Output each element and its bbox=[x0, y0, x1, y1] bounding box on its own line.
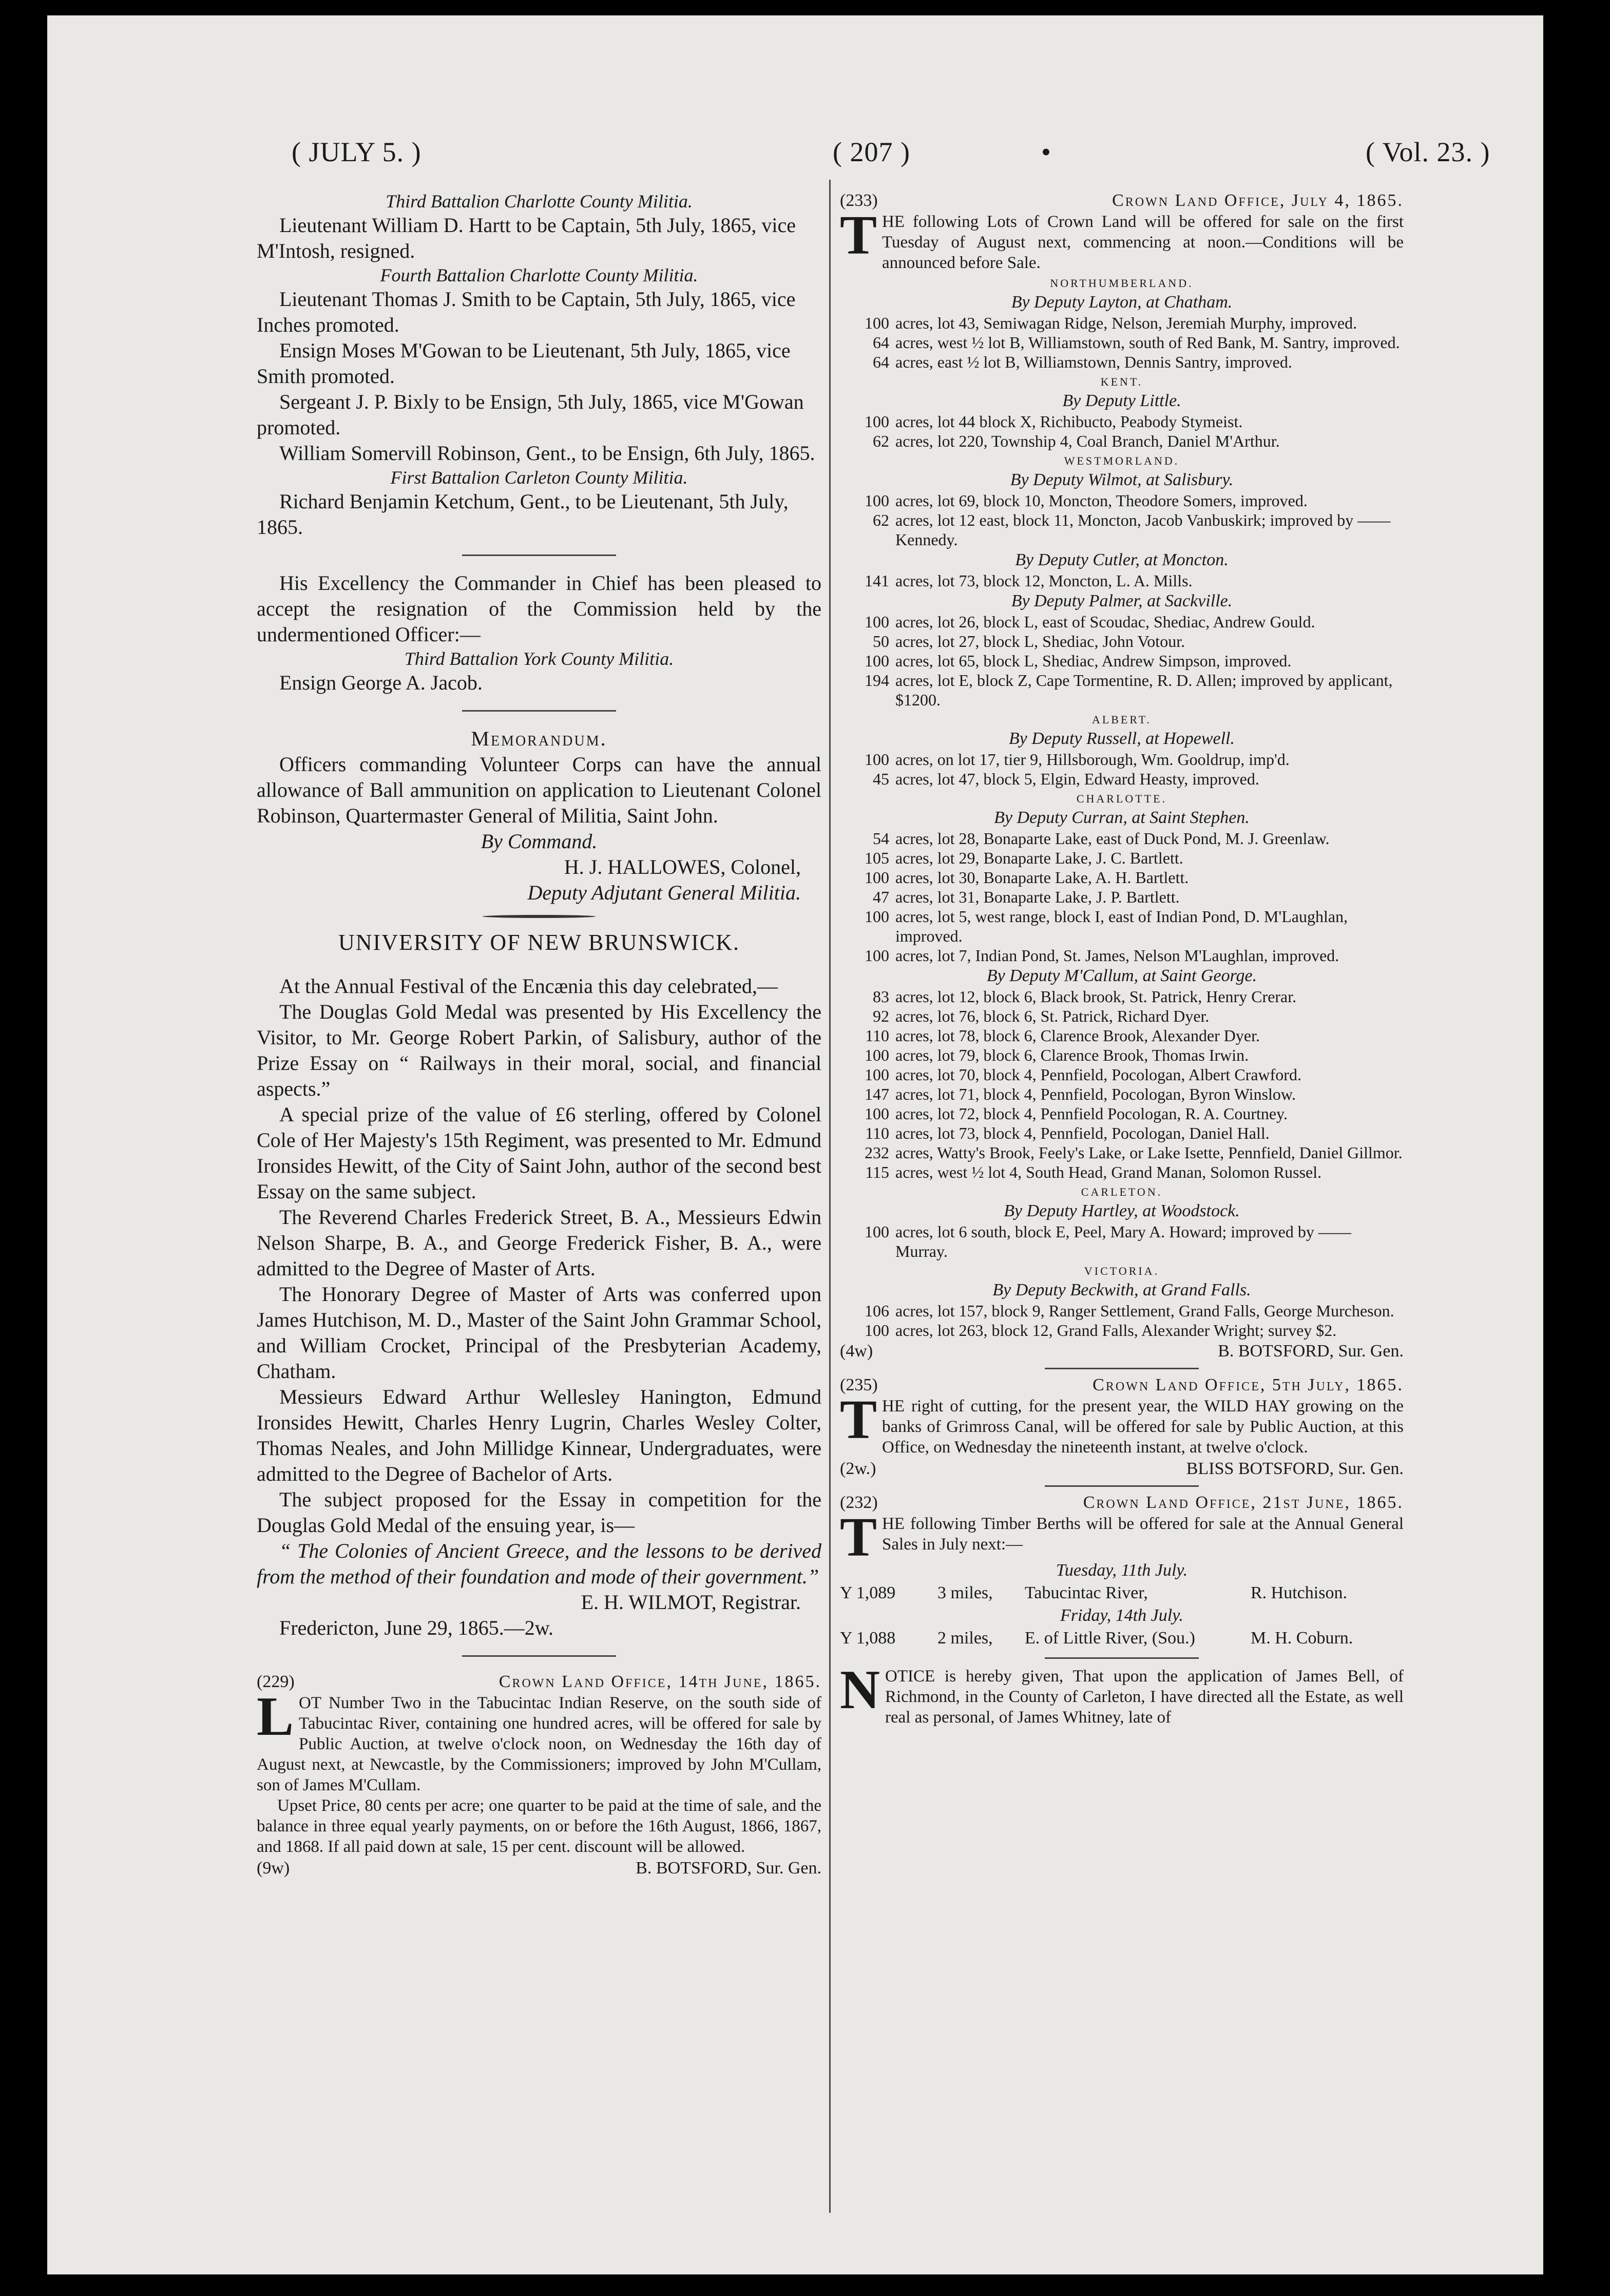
lot-acreage: 83 bbox=[873, 987, 889, 1006]
county-heading: VICTORIA. bbox=[1084, 1265, 1160, 1277]
county-heading: KENT. bbox=[1100, 375, 1143, 388]
lot-description: acres, lot 157, block 9, Ranger Settlement, Grand Falls, George Murcheson. bbox=[895, 1302, 1394, 1320]
berth-size: 3 miles, bbox=[937, 1583, 993, 1602]
lot-entry bbox=[840, 907, 1404, 946]
notice-office: Crown Land Office, 5th July, 1865. bbox=[1092, 1375, 1404, 1394]
lot-acreage: 100 bbox=[865, 412, 889, 431]
column-divider bbox=[829, 180, 831, 2213]
lot-description: acres, lot 70, block 4, Pennfield, Pocologan, Albert Crawford. bbox=[895, 1065, 1301, 1084]
section-rule bbox=[462, 554, 616, 556]
lot-description: acres, lot 47, block 5, Elgin, Edward Heasty, improved. bbox=[895, 770, 1259, 788]
notice-232-header bbox=[840, 1492, 1404, 1514]
lot-acreage: 47 bbox=[873, 888, 889, 906]
deputy-heading: By Deputy Cutler, at Moncton. bbox=[1015, 550, 1229, 569]
notice-number: (232) bbox=[840, 1493, 878, 1512]
lot-acreage: 100 bbox=[865, 314, 889, 332]
lot-acreage: 105 bbox=[865, 849, 889, 867]
lot-description: acres, lot 69, block 10, Moncton, Theodore Somers, improved. bbox=[895, 491, 1308, 510]
right-column bbox=[840, 190, 1404, 1728]
notice-229-text: LOT Number Two in the Tabucintac Indian Reserve, on the south side of Tabucintac River, containing one hundred acres, will be offered for sale by Public Auction, at twelve o'clock noon, on Wednesday the 16th day of August next, at Newcastle, by the Commissioners; improved by John M'Cullam, son of James M'Cullam. bbox=[257, 1686, 821, 1794]
resignation-text: His Excellency the Commander in Chief has been pleased to accept the resignation of the Commission held by the undermentioned Officer:— bbox=[257, 571, 821, 646]
lot-description: acres, lot 220, Township 4, Coal Branch, Daniel M'Arthur. bbox=[895, 432, 1280, 450]
lot-entry bbox=[840, 1006, 1404, 1026]
lot-entry bbox=[840, 1143, 1404, 1162]
lot-acreage: 64 bbox=[873, 353, 889, 371]
lot-acreage: 50 bbox=[873, 632, 889, 650]
lot-description: acres, lot 73, block 4, Pennfield, Pocologan, Daniel Hall. bbox=[895, 1124, 1270, 1142]
lot-entry bbox=[840, 571, 1404, 590]
lot-entry bbox=[840, 651, 1404, 671]
militia-item: Richard Benjamin Ketchum, Gent., to be Lieutenant, 5th July, 1865. bbox=[257, 490, 789, 539]
by-command: By Command. bbox=[481, 830, 598, 853]
county-heading: WESTMORLAND. bbox=[1064, 454, 1180, 467]
lot-description: acres, lot 44 block X, Richibucto, Peabody Stymeist. bbox=[895, 412, 1243, 431]
lot-entry bbox=[840, 946, 1404, 965]
lot-acreage: 100 bbox=[865, 946, 889, 965]
notice-235-header bbox=[840, 1374, 1404, 1396]
militia-item: William Somervill Robinson, Gent., to be Ensign, 6th July, 1865. bbox=[279, 442, 815, 465]
section-rule bbox=[1045, 1485, 1199, 1487]
berth-size: 2 miles, bbox=[937, 1629, 993, 1648]
lot-entry bbox=[840, 1301, 1404, 1321]
drop-cap: T bbox=[840, 1389, 877, 1450]
militia-item: Ensign Moses M'Gowan to be Lieutenant, 5th July, 1865, vice Smith promoted. bbox=[257, 339, 791, 388]
resignation-heading: Third Battalion York County Militia. bbox=[404, 648, 674, 669]
deputy-heading: By Deputy M'Callum, at Saint George. bbox=[986, 966, 1257, 985]
lot-acreage: 62 bbox=[873, 511, 889, 529]
lot-description: acres, west ½ lot B, Williamstown, south of Red Bank, M. Santry, improved. bbox=[895, 333, 1400, 352]
lot-acreage: 100 bbox=[865, 907, 889, 926]
lot-description: acres, lot 73, block 12, Moncton, L. A. Mills. bbox=[895, 571, 1193, 590]
lot-acreage: 100 bbox=[865, 1104, 889, 1123]
section-rule bbox=[1045, 1368, 1199, 1369]
memorandum-title: Memorandum. bbox=[471, 727, 607, 750]
berth-number: Y 1,088 bbox=[840, 1629, 896, 1648]
berth-location: E. of Little River, (Sou.) bbox=[1025, 1629, 1195, 1648]
deputy-heading: By Deputy Little. bbox=[1062, 391, 1181, 410]
lot-description: acres, lot 43, Semiwagan Ridge, Nelson, Jeremiah Murphy, improved. bbox=[895, 314, 1357, 332]
lot-description: acres, Watty's Brook, Feely's Lake, or Lake Isette, Pennfield, Daniel Gillmor. bbox=[895, 1143, 1403, 1162]
lot-description: acres, lot 72, block 4, Pennfield Pocologan, R. A. Courtney. bbox=[895, 1104, 1288, 1123]
notice-233-footer bbox=[840, 1340, 1404, 1363]
left-column bbox=[257, 190, 821, 1880]
university-paragraph: The Douglas Gold Medal was presented by His Excellency the Visitor, to Mr. George Robert Parkin, of Salisbury, author of the Prize Essay on “ Railways in their moral, social, and financial aspects.” bbox=[257, 1000, 821, 1100]
lot-acreage: 110 bbox=[865, 1026, 889, 1045]
registrar-signature: E. H. WILMOT, Registrar. bbox=[581, 1591, 801, 1614]
lot-acreage: 100 bbox=[865, 491, 889, 510]
lot-acreage: 110 bbox=[865, 1124, 889, 1142]
lot-description: acres, lot 76, block 6, St. Patrick, Richard Dyer. bbox=[895, 1007, 1210, 1025]
section-rule bbox=[1045, 1657, 1199, 1659]
county-heading: CHARLOTTE. bbox=[1076, 792, 1167, 805]
berth-number: Y 1,089 bbox=[840, 1583, 896, 1602]
lot-description: acres, lot E, block Z, Cape Tormentine, R. D. Allen; improved by applicant, $1200. bbox=[895, 671, 1393, 709]
university-paragraph: Messieurs Edward Arthur Wellesley Hanington, Edmund Ironsides Hewitt, Charles Henry Lugrin, Charles Wesley Colter, Thomas Neales, and John Millidge Kinnear, Undergraduates, were admitted to the Degree of Bachelor of Arts. bbox=[257, 1385, 821, 1485]
drop-cap: N bbox=[840, 1659, 880, 1720]
lot-entry bbox=[840, 887, 1404, 907]
lot-entry bbox=[840, 632, 1404, 651]
timber-berth-row bbox=[840, 1627, 1404, 1650]
lot-description: acres, lot 12, block 6, Black brook, St. Patrick, Henry Crerar. bbox=[895, 987, 1297, 1006]
lot-description: acres, lot 6 south, block E, Peel, Mary A. Howard; improved by —— Murray. bbox=[895, 1222, 1351, 1260]
insertion-code: (4w) bbox=[840, 1342, 873, 1361]
notice-office: Crown Land Office, July 4, 1865. bbox=[1112, 191, 1404, 210]
militia-item: Sergeant J. P. Bixly to be Ensign, 5th July, 1865, vice M'Gowan promoted. bbox=[257, 390, 804, 439]
notice-number: (229) bbox=[257, 1672, 295, 1691]
lot-entry bbox=[840, 412, 1404, 431]
lot-entry bbox=[840, 1162, 1404, 1182]
notice-233-text: THE following Lots of Crown Land will be offered for sale on the first Tuesday of August next, commencing at noon.—Conditions will be announced before Sale. bbox=[840, 205, 1404, 272]
militia-heading: Third Battalion Charlotte County Militia. bbox=[386, 191, 693, 212]
deputy-heading: By Deputy Russell, at Hopewell. bbox=[1008, 729, 1235, 748]
lot-entry bbox=[840, 1104, 1404, 1123]
lot-entry bbox=[840, 750, 1404, 769]
header-dot: • bbox=[1041, 137, 1051, 167]
lot-entry bbox=[840, 848, 1404, 868]
university-paragraph: The Honorary Degree of Master of Arts was conferred upon James Hutchison, M. D., Master of the Saint John Grammar School, and William Crocket, Principal of the Presbyterian Academy, Chatham. bbox=[257, 1283, 821, 1383]
lot-acreage: 62 bbox=[873, 432, 889, 450]
deputy-heading: By Deputy Curran, at Saint Stephen. bbox=[994, 808, 1250, 827]
lot-entry bbox=[840, 987, 1404, 1006]
header-page-number: ( 207 ) bbox=[833, 137, 910, 167]
surveyor-signature: B. BOTSFORD, Sur. Gen. bbox=[1218, 1342, 1404, 1361]
university-paragraph: A special prize of the value of £6 sterling, offered by Colonel Cole of Her Majesty's 15th Regiment, was presented to Mr. Edmund Ironsides Hewitt, of the City of Saint John, author of the second best Essay on the same subject. bbox=[257, 1103, 821, 1203]
lot-description: acres, lot 30, Bonaparte Lake, A. H. Bartlett. bbox=[895, 868, 1189, 887]
notice-office: Crown Land Office, 21st June, 1865. bbox=[1083, 1493, 1404, 1512]
lot-acreage: 147 bbox=[865, 1085, 889, 1103]
lot-entry bbox=[840, 829, 1404, 848]
deputy-heading: By Deputy Palmer, at Sackville. bbox=[1011, 591, 1233, 610]
university-paragraph: The Reverend Charles Frederick Street, B. A., Messieurs Edwin Nelson Sharpe, B. A., and George Frederick Fisher, B. A., were admitted to the Degree of Master of Arts. bbox=[257, 1206, 821, 1280]
lot-acreage: 100 bbox=[865, 613, 889, 631]
lot-description: acres, lot 28, Bonaparte Lake, east of Duck Pond, M. J. Greenlaw. bbox=[895, 829, 1330, 848]
drop-cap: T bbox=[840, 1507, 877, 1568]
lot-description: acres, lot 65, block L, Shediac, Andrew Simpson, improved. bbox=[895, 652, 1292, 670]
notice-office: Crown Land Office, 14th June, 1865. bbox=[499, 1672, 821, 1691]
lot-entry bbox=[840, 510, 1404, 549]
berth-applicant: M. H. Coburn. bbox=[1251, 1629, 1353, 1648]
sale-day: Friday, 14th July. bbox=[1060, 1606, 1183, 1625]
deputy-heading: By Deputy Beckwith, at Grand Falls. bbox=[992, 1280, 1251, 1299]
lot-entry bbox=[840, 612, 1404, 632]
university-paragraph: The subject proposed for the Essay in competition for the Douglas Gold Medal of the ensuing year, is— bbox=[257, 1488, 821, 1537]
lot-description: acres, on lot 17, tier 9, Hillsborough, Wm. Gooldrup, imp'd. bbox=[895, 750, 1290, 769]
lot-acreage: 194 bbox=[865, 671, 889, 690]
lot-acreage: 100 bbox=[865, 1065, 889, 1084]
lot-acreage: 115 bbox=[865, 1163, 889, 1181]
lot-entry bbox=[840, 868, 1404, 887]
estate-notice-text: NOTICE is hereby given, That upon the application of James Bell, of Richmond, in the County of Carleton, I have directed all the Estate, as well real as personal, of James Whitney, late of bbox=[840, 1659, 1404, 1727]
lot-entry bbox=[840, 1065, 1404, 1084]
lot-acreage: 64 bbox=[873, 333, 889, 352]
lot-acreage: 100 bbox=[865, 652, 889, 670]
lot-entry bbox=[840, 1123, 1404, 1143]
resignation-item: Ensign George A. Jacob. bbox=[279, 671, 483, 694]
signer-title: Deputy Adjutant General Militia. bbox=[527, 881, 801, 904]
lot-acreage: 100 bbox=[865, 1321, 889, 1340]
militia-item: Lieutenant Thomas J. Smith to be Captain, 5th July, 1865, vice Inches promoted. bbox=[257, 288, 796, 336]
sale-day: Tuesday, 11th July. bbox=[1056, 1561, 1188, 1580]
militia-heading: Fourth Battalion Charlotte County Militia. bbox=[380, 265, 698, 285]
ornament-divider bbox=[483, 915, 596, 918]
lot-acreage: 45 bbox=[873, 770, 889, 788]
lot-acreage: 100 bbox=[865, 868, 889, 887]
notice-232-text: THE following Timber Berths will be offered for sale at the Annual General Sales in July next:— bbox=[840, 1507, 1404, 1568]
lot-description: acres, lot 7, Indian Pond, St. James, Nelson M'Laughlan, improved. bbox=[895, 946, 1339, 965]
essay-subject: “ The Colonies of Ancient Greece, and the lessons to be derived from the method of their foundation and mode of their government.” bbox=[257, 1539, 821, 1588]
county-heading: ALBERT. bbox=[1091, 713, 1152, 726]
notice-235-text: THE right of cutting, for the present year, the WILD HAY growing on the banks of Grimross Canal, will be offered for sale by Public Auction, at this Office, on Wednesday the nineteenth instant, at twelve o'clock. bbox=[840, 1389, 1404, 1457]
lot-description: acres, west ½ lot 4, South Head, Grand Manan, Solomon Russel. bbox=[895, 1163, 1322, 1181]
lot-description: acres, lot 71, block 4, Pennfield, Pocologan, Byron Winslow. bbox=[895, 1085, 1296, 1103]
lot-entry bbox=[840, 1084, 1404, 1104]
lot-acreage: 141 bbox=[865, 571, 889, 590]
lot-description: acres, lot 29, Bonaparte Lake, J. C. Bartlett. bbox=[895, 849, 1183, 867]
lot-description: acres, lot 79, block 6, Clarence Brook, Thomas Irwin. bbox=[895, 1046, 1249, 1064]
county-heading: CARLETON. bbox=[1081, 1185, 1163, 1198]
lot-entry bbox=[840, 491, 1404, 510]
header-volume: ( Vol. 23. ) bbox=[1366, 137, 1490, 167]
lot-description: acres, lot 12 east, block 11, Moncton, Jacob Vanbuskirk; improved by —— Kennedy. bbox=[895, 511, 1391, 549]
lot-entry bbox=[840, 1045, 1404, 1065]
lot-acreage: 106 bbox=[865, 1302, 889, 1320]
lot-description: acres, lot 263, block 12, Grand Falls, Alexander Wright; survey $2. bbox=[895, 1321, 1337, 1340]
notice-229-footer bbox=[257, 1857, 821, 1880]
lot-description: acres, lot 27, block L, Shediac, John Votour. bbox=[895, 632, 1185, 650]
university-title: UNIVERSITY OF NEW BRUNSWICK. bbox=[338, 930, 740, 955]
insertion-code: (9w) bbox=[257, 1859, 290, 1878]
lot-acreage: 54 bbox=[873, 829, 889, 848]
crown-land-lots bbox=[840, 275, 1404, 1340]
lot-acreage: 100 bbox=[865, 750, 889, 769]
surveyor-signature: B. BOTSFORD, Sur. Gen. bbox=[636, 1859, 821, 1878]
section-rule bbox=[462, 710, 616, 712]
lot-entry bbox=[840, 1026, 1404, 1045]
lot-entry bbox=[840, 352, 1404, 372]
timber-berth-row bbox=[840, 1581, 1404, 1605]
lot-entry bbox=[840, 431, 1404, 451]
berth-applicant: R. Hutchison. bbox=[1251, 1583, 1347, 1602]
lot-description: acres, lot 78, block 6, Clarence Brook, Alexander Dyer. bbox=[895, 1026, 1260, 1045]
militia-item: Lieutenant William D. Hartt to be Captain, 5th July, 1865, vice M'Intosh, resigned. bbox=[257, 214, 796, 262]
lot-description: acres, east ½ lot B, Williamstown, Dennis Santry, improved. bbox=[895, 353, 1292, 371]
lot-entry bbox=[840, 333, 1404, 352]
section-rule bbox=[462, 1655, 616, 1657]
lot-description: acres, lot 26, block L, east of Scoudac, Shediac, Andrew Gould. bbox=[895, 613, 1315, 631]
header-date: ( JULY 5. ) bbox=[292, 137, 421, 167]
notice-229-terms: Upset Price, 80 cents per acre; one quarter to be paid at the time of sale, and the balance in three equal yearly payments, on or before the 16th August, 1866, 1867, and 1868. If all paid down at sale, 15 per cent. discount will be allowed. bbox=[257, 1796, 821, 1856]
lot-acreage: 100 bbox=[865, 1222, 889, 1241]
lot-entry bbox=[840, 671, 1404, 710]
deputy-heading: By Deputy Layton, at Chatham. bbox=[1011, 293, 1233, 312]
notice-235-footer bbox=[840, 1458, 1404, 1480]
lot-entry bbox=[840, 313, 1404, 333]
deputy-heading: By Deputy Hartley, at Woodstock. bbox=[1004, 1201, 1240, 1220]
militia-heading: First Battalion Carleton County Militia. bbox=[390, 467, 688, 488]
lot-entry bbox=[840, 1321, 1404, 1340]
university-paragraph: At the Annual Festival of the Encænia this day celebrated,— bbox=[279, 974, 778, 998]
county-heading: NORTHUMBERLAND. bbox=[1050, 277, 1194, 290]
drop-cap: L bbox=[257, 1686, 294, 1747]
drop-cap: T bbox=[840, 205, 877, 266]
surveyor-signature: BLISS BOTSFORD, Sur. Gen. bbox=[1186, 1459, 1404, 1478]
notice-233-header bbox=[840, 190, 1404, 212]
lot-acreage: 92 bbox=[873, 1007, 889, 1025]
deputy-heading: By Deputy Wilmot, at Salisbury. bbox=[1010, 470, 1234, 489]
lot-acreage: 100 bbox=[865, 1046, 889, 1064]
lot-description: acres, lot 31, Bonaparte Lake, J. P. Bartlett. bbox=[895, 888, 1180, 906]
lot-entry bbox=[840, 769, 1404, 789]
notice-number: (233) bbox=[840, 191, 878, 210]
notice-229-header bbox=[257, 1671, 821, 1693]
memorandum-text: Officers commanding Volunteer Corps can have the annual allowance of Ball ammunition on application to Lieutenant Colonel Robinson, Quartermaster General of Militia, Saint John. bbox=[257, 753, 821, 827]
lot-description: acres, lot 5, west range, block I, east of Indian Pond, D. M'Laughlan, improved. bbox=[895, 907, 1348, 945]
university-date: Fredericton, June 29, 1865.—2w. bbox=[279, 1616, 553, 1639]
lot-acreage: 232 bbox=[865, 1143, 889, 1162]
signer-name: H. J. HALLOWES, Colonel, bbox=[564, 855, 801, 878]
lot-entry bbox=[840, 1222, 1404, 1261]
insertion-code: (2w.) bbox=[840, 1459, 876, 1478]
berth-location: Tabucintac River, bbox=[1025, 1583, 1148, 1602]
notice-number: (235) bbox=[840, 1375, 878, 1394]
